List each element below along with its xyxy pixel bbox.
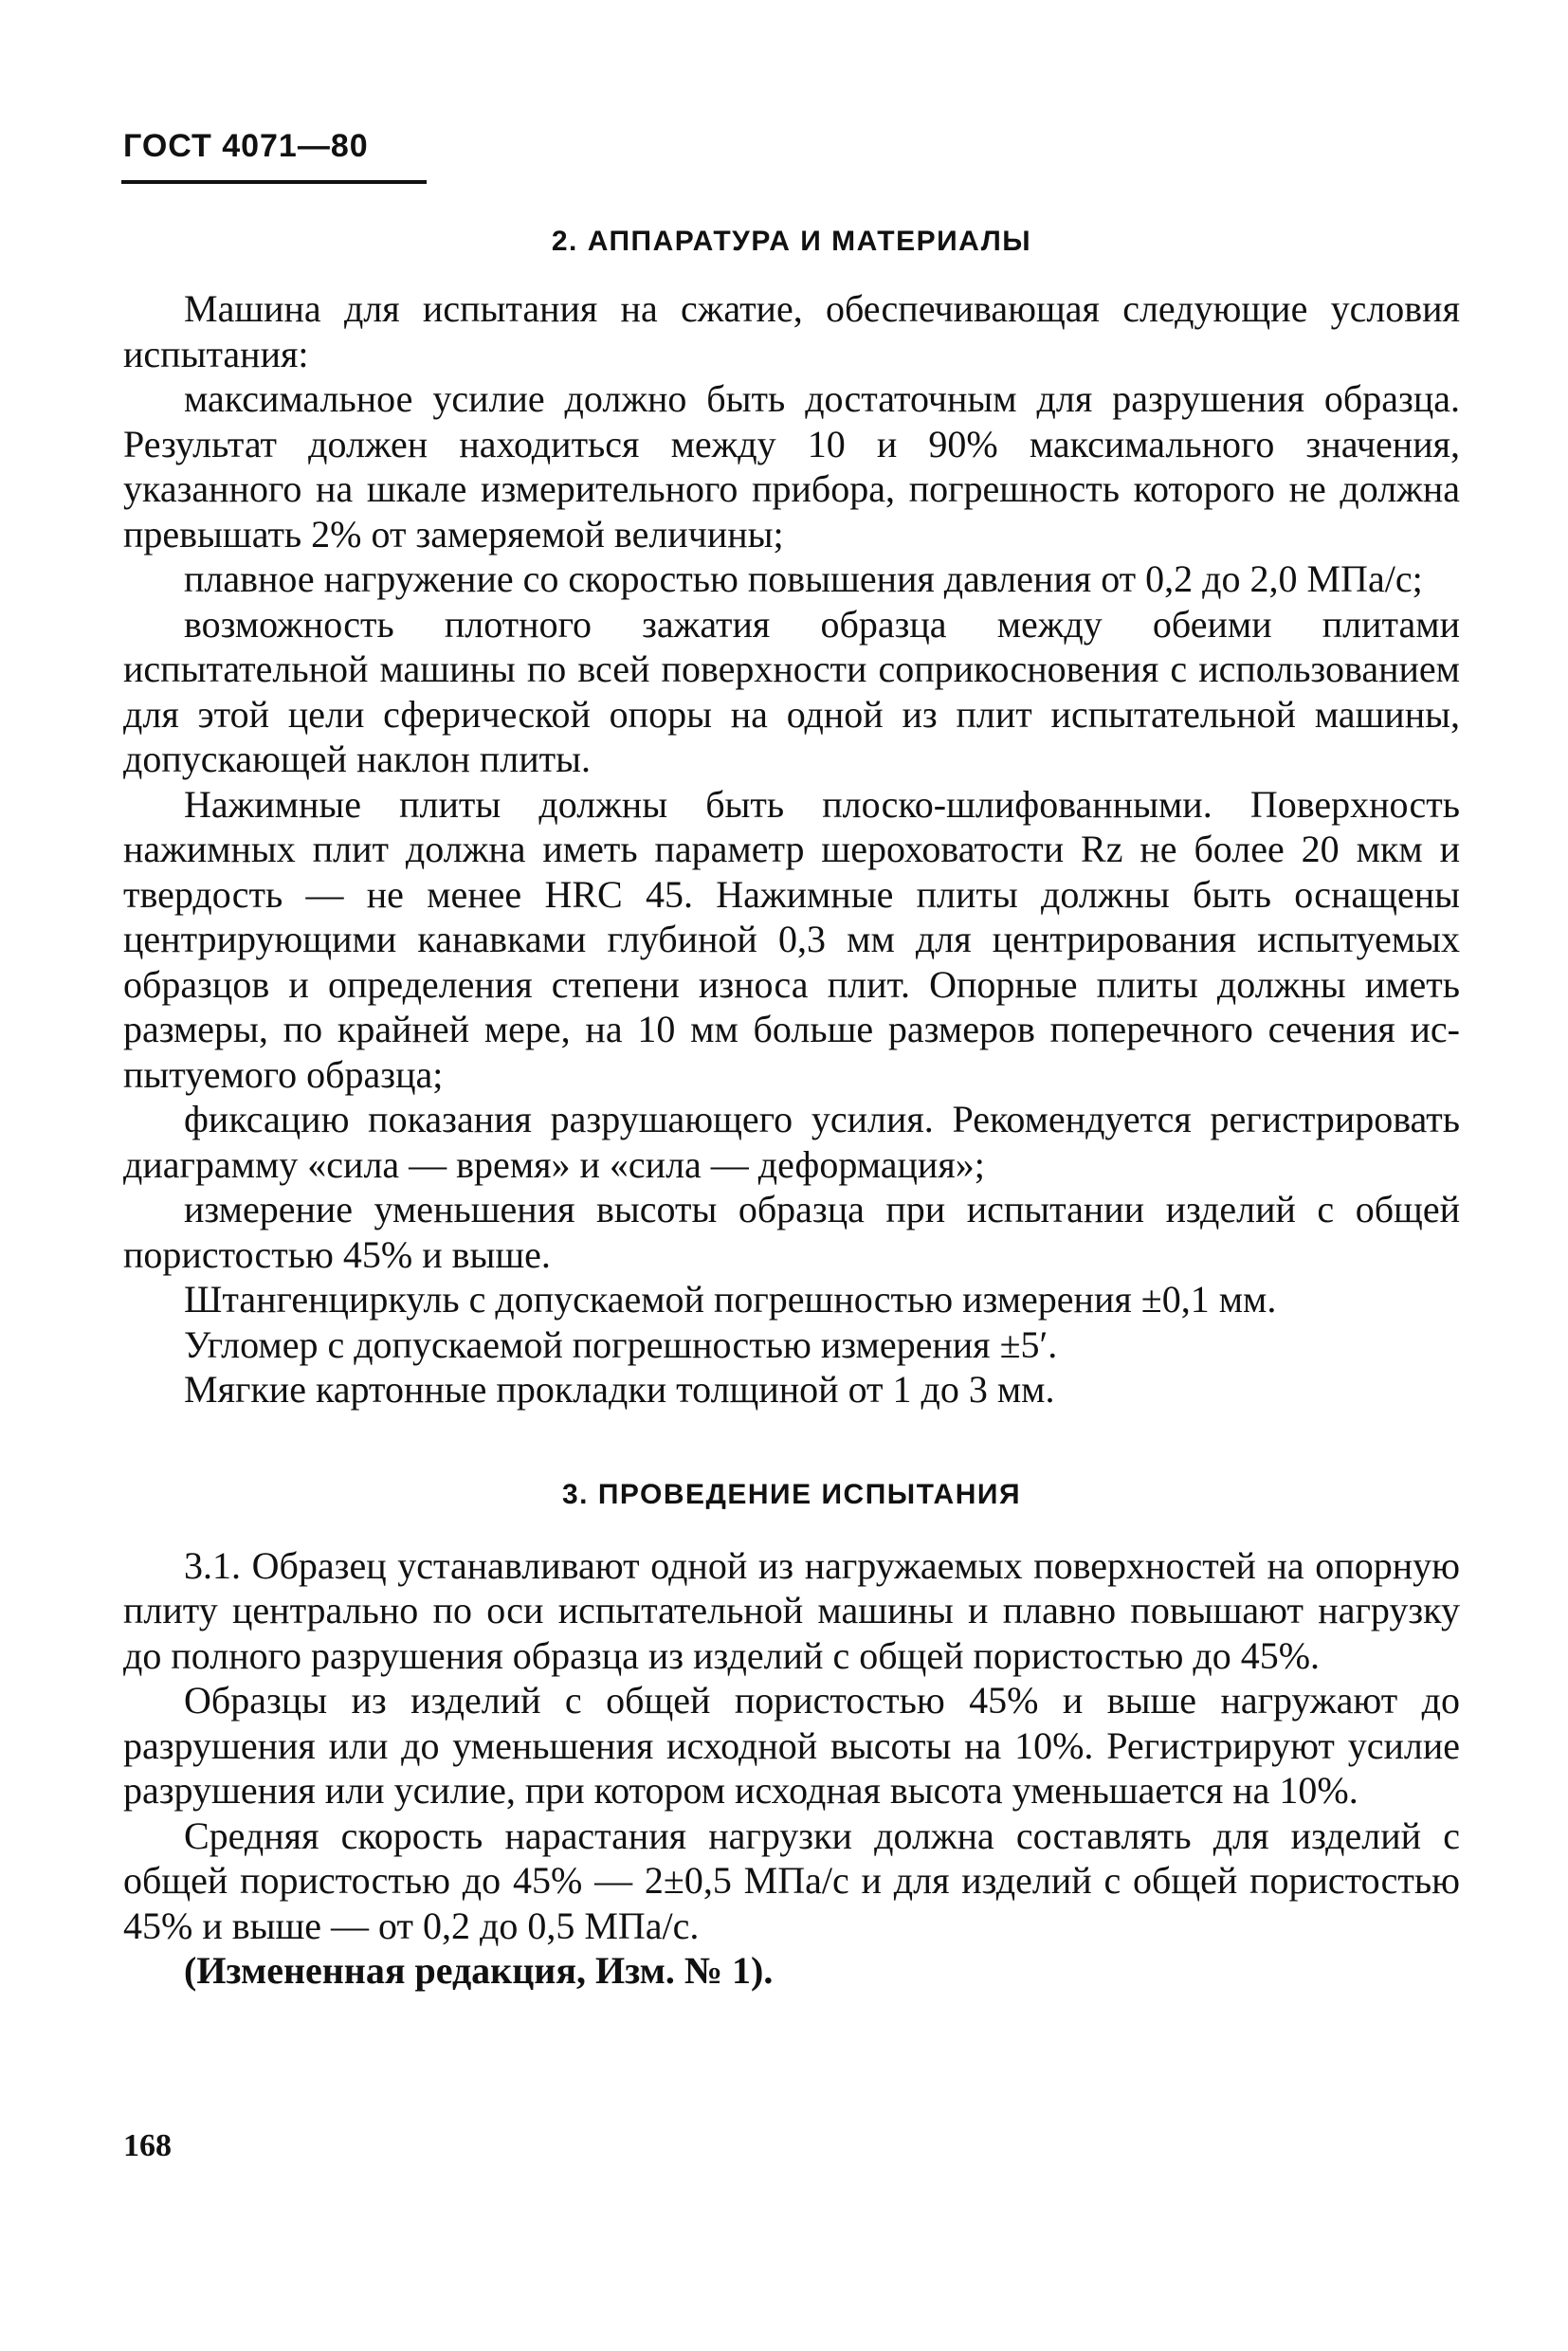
- section-2-paragraph: плавное нагружение со скоростью повышения давления от 0,2 до 2,0 МПа/с;: [184, 557, 1423, 600]
- amendment-note: (Измененная редакция, Изм. № 1).: [184, 1949, 774, 1992]
- section-2-paragraph: измерение уменьшения высоты образца при испытании изделий с общей пористостью 45% и выше.: [123, 1188, 1460, 1276]
- section-2-paragraph: Машина для испытания на сжатие, обеспечивающая следующие условия испытания:: [123, 287, 1460, 375]
- section-3-title: 3. ПРОВЕДЕНИЕ ИСПЫТАНИЯ: [561, 1478, 1022, 1510]
- section-2-title: 2. АППАРАТУРА И МАТЕРИАЛЫ: [551, 226, 1032, 257]
- section-2-paragraph: возможность плотного зажатия образца между обеими плитами испытательной машины по всей поверхности соприкосновения с использованием для этой цели сферической опоры на одной из плит испытательной машины, допускающей наклон плиты.: [123, 602, 1460, 780]
- section-3-paragraph: 3.1. Образец устанавливают одной из нагружаемых поверхностей на опорную плиту центрально по оси испытательной машины и плавно повышают нагрузку до полного разрушения образца из изделий с общей пористостью до 45%.: [123, 1543, 1460, 1677]
- section-2-paragraph: Мягкие картонные прокладки толщиной от 1 до 3 мм.: [184, 1368, 1055, 1411]
- page-number: 168: [123, 2128, 172, 2163]
- page-content: [123, 218, 1460, 1994]
- section-2-paragraph: Угломер с допускаемой погрешностью измерения ±5′.: [184, 1322, 1058, 1366]
- section-2-paragraph: максимальное усилие должно быть достаточным для разрушения образца. Результат должен находиться между 10 и 90% максимального значения, указанного на шкале измерительного прибора, погрешность которого не должна превышать 2% от замеряемой величины;: [123, 377, 1460, 556]
- header-rule: [121, 180, 427, 184]
- section-2-paragraph: Штангенциркуль с допускаемой погрешностью измерения ±0,1 мм.: [184, 1278, 1277, 1321]
- standard-header: ГОСТ 4071—80: [123, 128, 369, 164]
- section-2-paragraph: Нажимные плиты должны быть плоско-шлифованными. Поверхность нажимных плит должна иметь параметр шероховатости Rz не более 20 мкм и твердость — не менее HRC 45. Нажимные плиты должны быть оснащены центрирующими канавками глубиной 0,3 мм для центрирования испытуемых образцов и определения степени износа плит. Опорные плиты должны иметь размеры, по крайней мере, на 10 мм больше размеров поперечного сечения испытуемого образца;: [123, 782, 1460, 1096]
- section-3-paragraph: Образцы из изделий с общей пористостью 45% и выше нагружают до разрушения или до уменьшения исходной высоты на 10%. Регистрируют усилие разрушения или усилие, при котором исходная высота уменьшается на 10%.: [123, 1679, 1460, 1812]
- section-3-paragraph: Средняя скорость нарастания нагрузки должна составлять для изделий с общей пористостью до 45% — 2±0,5 МПа/с и для изделий с общей пористостью 45% и выше — от 0,2 до 0,5 МПа/с.: [123, 1813, 1460, 1947]
- section-2-paragraph: фиксацию показания разрушающего усилия. Рекомендуется регистрировать диаграмму «сила — время» и «сила — деформация»;: [123, 1098, 1460, 1186]
